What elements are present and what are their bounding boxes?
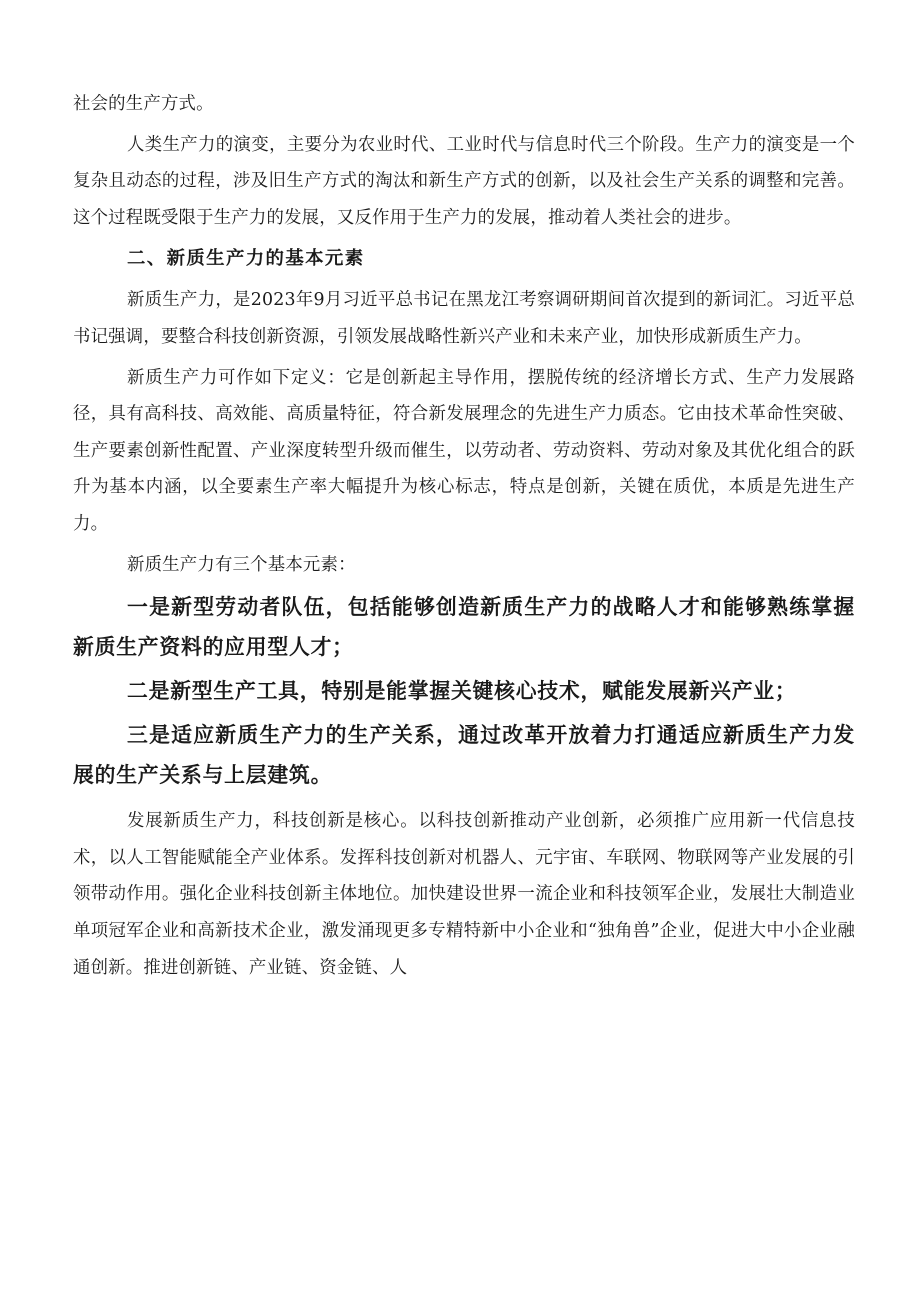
element-item-3: 三是适应新质生产力的生产关系，通过改革开放着力打通适应新质生产力发展的生产关系与上层建筑。	[73, 722, 855, 788]
section-heading-2: 二、新质生产力的基本元素	[127, 248, 365, 270]
paragraph-elements-intro: 新质生产力有三个基本元素：	[127, 554, 356, 575]
paragraph-origin: 新质生产力，是2023年9月习近平总书记在黑龙江考察调研期间首次提到的新词汇。习近平总书记强调，要整合科技创新资源，引领发展战略性新兴产业和未来产业，加快形成新质生产力。	[73, 290, 855, 347]
paragraph-definition: 新质生产力可作如下定义：它是创新起主导作用，摆脱传统的经济增长方式、生产力发展路径，具有高科技、高效能、高质量特征，符合新发展理念的先进生产力质态。它由技术革命性突破、生产要素创新性配置、产业深度转型升级而催生，以劳动者、劳动资料、劳动对象及其优化组合的跃升为基本内涵，以全要素生产率大幅提升为核心标志，特点是创新，关键在质优，本质是先进生产力。	[73, 367, 855, 534]
document-page	[73, 86, 855, 986]
element-item-1: 一是新型劳动者队伍，包括能够创造新质生产力的战略人才和能够熟练掌握新质生产资料的应用型人才；	[73, 594, 855, 660]
element-item-2: 二是新型生产工具，特别是能掌握关键核心技术，赋能发展新兴产业；	[127, 678, 797, 704]
paragraph-intro-tail: 社会的生产方式。	[73, 94, 214, 114]
paragraph-develop: 发展新质生产力，科技创新是核心。以科技创新推动产业创新，必须推广应用新一代信息技术，以人工智能赋能全产业体系。发挥科技创新对机器人、元宇宙、车联网、物联网等产业发展的引领带动作用。强化企业科技创新主体地位。加快建设世界一流企业和科技领军企业，发展壮大制造业单项冠军企业和高新技术企业，激发涌现更多专精特新中小企业和“独角兽”企业，促进大中小企业融通创新。推进创新链、产业链、资金链、人	[73, 811, 855, 978]
paragraph-evolution: 人类生产力的演变，主要分为农业时代、工业时代与信息时代三个阶段。生产力的演变是一个复杂且动态的过程，涉及旧生产方式的淘汰和新生产方式的创新，以及社会生产关系的调整和完善。这个过程既受限于生产力的发展，又反作用于生产力的发展，推动着人类社会的进步。	[73, 134, 855, 228]
